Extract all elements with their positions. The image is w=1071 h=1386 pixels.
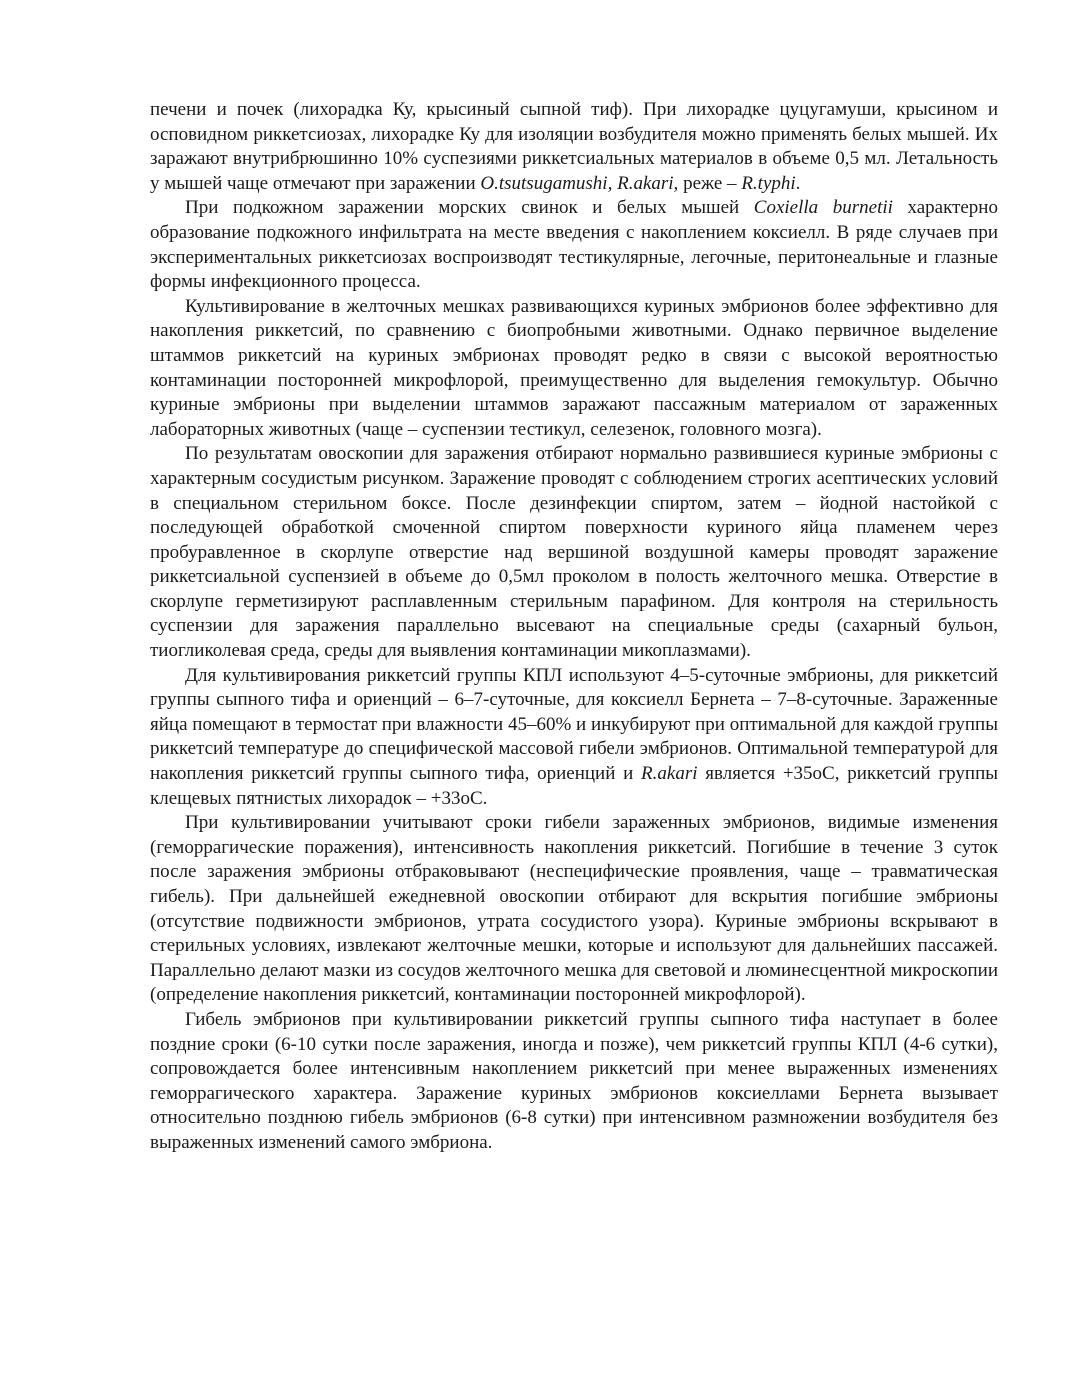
species-name: R.akari	[641, 763, 698, 785]
paragraph-7	[150, 1008, 998, 1156]
paragraph-text: Для культивирования риккетсий группы КПЛ используют 4–5-суточные эмбрионы, для риккетсий группы сыпного тифа и ориенций – 6–7-суточные, для коксиелл Бернета – 7–8-суточные. Зараженные яйца помещают в термостат при влажности 45–60% и инкубируют при оптимальной для каждой группы риккетсий температуре до специфической массовой гибели эмбрионов. Оптимальной температурой для накопления риккетсий группы сыпного тифа, ориенций и	[150, 664, 998, 785]
paragraph-text: Культивирование в желточных мешках развивающихся куриных эмбрионов более эффективно для накопления риккетсий, по сравнению с биопробными животными. Однако первичное выделение штаммов риккетсий на куриных эмбрионах проводят редко в связи с высокой вероятностью контаминации посторонней микрофлорой, преимущественно для выделения гемокультур. Обычно куриные эмбрионы при выделении штаммов заражают пассажным материалом от зараженных лабораторных животных (чаще – суспензии тестикул, селезенок, головного мозга).	[150, 295, 998, 440]
paragraph-2	[150, 196, 998, 294]
paragraph-text: печени и почек (лихорадка Ку, крысиный сыпной тиф). При лихорадке цуцугамуши, крысином и осповидном риккетсиозах, лихорадке Ку для изоляции возбудителя можно применять белых мышей. Их заражают внутрибрюшинно 10% суспезиями риккетсиальных материалов в объеме 0,5 мл. Летальность у мышей чаще отмечают при заражении	[150, 99, 998, 194]
paragraph-text: реже –	[678, 172, 742, 194]
paragraph-text: По результатам овоскопии для заражения отбирают нормально развившиеся куриные эмбрионы с характерным сосудистым рисунком. Заражение проводят с соблюдением строгих асептических условий в специальном стерильном боксе. После дезинфекции спиртом, затем – йодной настойкой с последующей обработкой смоченной спиртом поверхности куриного яйца пламенем через пробуравленное в скорлупе отверстие над вершиной воздушной камеры проводят заражение риккетсиальной суспензией в объеме до 0,5мл проколом в полость желточного мешка. Отверстие в скорлупе герметизируют расплавленным стерильным парафином. Для контроля на стерильность суспензии для заражения параллельно высевают на специальные среды (сахарный бульон, тиогликолевая среда, среды для выявления контаминации микоплазмами).	[150, 443, 998, 662]
paragraph-text: является +35оС, риккетсий группы клещевых пятнистых лихорадок – +33оС.	[150, 763, 998, 809]
document-page	[150, 98, 998, 1156]
paragraph-text: .	[795, 172, 801, 194]
species-name: O.tsutsugamushi, R.akari,	[480, 172, 679, 194]
paragraph-6	[150, 811, 998, 1008]
paragraph-3	[150, 295, 998, 443]
paragraph-text: Гибель эмбрионов при культивировании риккетсий группы сыпного тифа наступает в более поздние сроки (6-10 сутки после заражения, иногда и позже), чем риккетсий группы КПЛ (4-6 сутки), сопровождается более интенсивным накоплением риккетсий при менее выраженных изменениях геморрагического характера. Заражение куриных эмбрионов коксиеллами Бернета вызывает относительно позднюю гибель эмбрионов (6-8 сутки) при интенсивном размножении возбудителя без выраженных изменений самого эмбриона.	[150, 1008, 998, 1153]
paragraph-1	[150, 98, 998, 196]
species-name: R.typhi	[741, 172, 796, 194]
paragraph-text: При культивировании учитывают сроки гибели зараженных эмбрионов, видимые изменения (геморрагические поражения), интенсивность накопления риккетсий. Погибшие в течение 3 суток после заражения эмбрионы отбраковывают (неспецифические проявления, чаще – травматическая гибель). При дальнейшей ежедневной овоскопии отбирают для вскрытия погибшие эмбрионы (отсутствие подвижности эмбрионов, утрата сосудистого узора). Куриные эмбрионы вскрывают в стерильных условиях, извлекают желточные мешки, которые и используют для дальнейших пассажей. Параллельно делают мазки из сосудов желточного мешка для световой и люминесцентной микроскопии (определение накопления риккетсий, контаминации посторонней микрофлорой).	[150, 812, 998, 1006]
paragraph-4	[150, 442, 998, 663]
species-name: Coxiella burnetii	[753, 197, 893, 219]
paragraph-text: характерно образование подкожного инфильтрата на месте введения с накоплением коксиелл. В ряде случаев при экспериментальных риккетсиозах воспроизводят тестикулярные, легочные, перитонеальные и глазные формы инфекционного процесса.	[150, 197, 998, 293]
paragraph-5	[150, 664, 998, 812]
paragraph-text: При подкожном заражении морских свинок и белых мышей	[185, 197, 754, 219]
